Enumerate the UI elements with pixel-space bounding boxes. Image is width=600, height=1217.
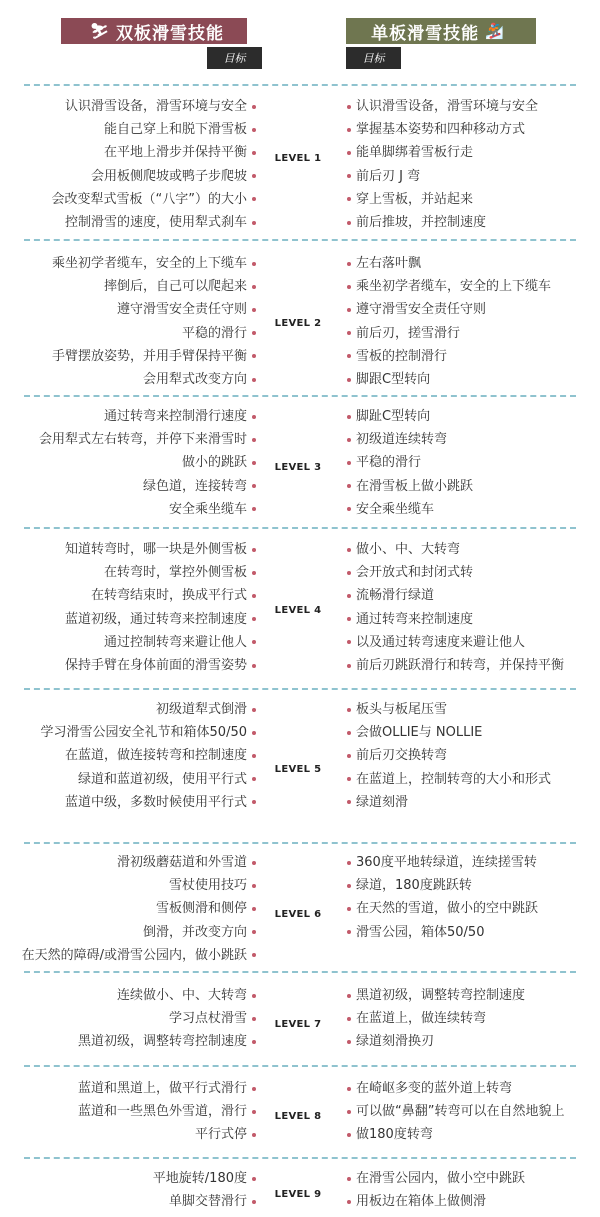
bullet-dot-icon [347,731,351,735]
ski-goal-badge: 目标 [207,47,262,69]
ski-skill-item [52,211,256,234]
skill-text: 学习滑雪公园安全礼节和箱体50/50 [40,725,247,741]
bullet-dot-icon [347,907,351,911]
ski-skill-item [65,561,256,584]
skill-text: 前后刃交换转弯 [356,748,448,764]
bullet-dot-icon [347,174,351,178]
snowboard-skill-list [347,95,538,234]
ski-skill-item [41,698,256,721]
skill-text: 在转弯时，掌控外侧雪板 [103,565,247,581]
skill-text: 安全乘坐缆车 [356,501,435,517]
level-divider [24,971,576,973]
ski-skill-item [39,498,256,521]
snowboard-skill-item [347,451,473,474]
ski-skill-list [65,538,256,677]
skill-text: 通过转弯来控制速度 [356,611,474,627]
skill-text: 雪板的控制滑行 [356,348,448,364]
ski-skill-item [65,654,256,677]
snowboard-skill-item [347,561,564,584]
skill-text: 绿道刻滑换刃 [356,1034,435,1050]
snowboard-skill-item [347,768,551,791]
skill-text: 绿色道，连接转弯 [142,478,247,494]
level-label: LEVEL 9 [274,1189,322,1200]
bullet-dot-icon [347,151,351,155]
bullet-dot-icon [252,308,256,312]
bullet-dot-icon [347,777,351,781]
skill-text: 会用犁式改变方向 [142,372,247,388]
level-label: LEVEL 2 [274,318,322,329]
bullet-dot-icon [347,861,351,865]
ski-skill-list [41,698,256,814]
ski-skill-item [52,322,256,345]
bullet-dot-icon [347,221,351,225]
bullet-dot-icon [252,907,256,911]
skill-text: 倒滑，并改变方向 [142,924,247,940]
snowboard-skill-item [347,1190,525,1213]
bullet-dot-icon [252,285,256,289]
snowboard-skill-list [347,538,564,677]
skill-text: 以及通过转弯速度来避让他人 [356,634,526,650]
ski-skill-list [78,1077,256,1147]
skill-text: 360度平地转绿道，连续搓雪转 [356,855,537,870]
skill-text: 脚跟C型转向 [356,372,431,388]
skill-text: 雪杖使用技巧 [168,878,247,894]
snowboard-skill-item [347,984,525,1007]
snowboard-skill-item [347,165,538,188]
snowboard-skill-item [347,698,551,721]
bullet-dot-icon [252,331,256,335]
skill-text: 平稳的滑行 [181,325,247,341]
snowboard-skill-item [347,252,551,275]
skill-text: 可以做“鼻翻”转弯可以在自然地貌上 [356,1104,565,1120]
snowboard-skill-item [347,188,538,211]
skill-text: 前后刃，搓雪滑行 [356,325,461,341]
skill-text: 滑雪公园，箱体50/50 [356,924,485,940]
ski-skill-item [41,721,256,744]
bullet-dot-icon [347,308,351,312]
bullet-dot-icon [347,1177,351,1181]
bullet-dot-icon [347,1087,351,1091]
skill-text: 蓝道和黑道上，做平行式滑行 [77,1081,247,1096]
snowboard-skill-item [347,475,473,498]
skill-text: 黑道初级，调整转弯控制速度 [77,1034,247,1050]
snowboard-skill-item [347,874,538,897]
snowboard-skill-list [347,405,473,521]
bullet-dot-icon [347,285,351,289]
snowboard-skill-item [347,897,538,920]
skill-text: 用板边在箱体上做侧滑 [356,1194,487,1210]
snowboard-skill-item [347,654,564,677]
bullet-dot-icon [252,415,256,419]
bullet-dot-icon [252,1177,256,1181]
skill-text: 掌握基本姿势和四种移动方式 [356,122,526,138]
skill-text: 前后刃 J 弯 [356,168,421,184]
ski-skill-item [39,475,256,498]
skill-text: 能单脚绑着雪板行走 [356,145,474,161]
skill-text: 通过转弯来控制滑行速度 [103,409,247,424]
skill-text: 会用板侧爬坡或鸭子步爬坡 [90,168,247,184]
skill-text: 会改变犁式雪板（“八字”）的大小 [51,191,247,207]
bullet-dot-icon [252,800,256,804]
level-divider [24,239,576,241]
bullet-dot-icon [347,484,351,488]
bullet-dot-icon [347,754,351,758]
snowboard-skill-item [347,428,473,451]
bullet-dot-icon [252,484,256,488]
bullet-dot-icon [252,221,256,225]
skill-text: 学习点杖滑雪 [168,1011,247,1027]
bullet-dot-icon [347,197,351,201]
bullet-dot-icon [347,1133,351,1137]
skill-text: 蓝道初级，通过转弯来控制速度 [64,611,247,627]
skill-text: 通过控制转弯来避让他人 [103,634,247,650]
bullet-dot-icon [347,664,351,668]
bullet-dot-icon [347,461,351,465]
bullet-dot-icon [347,1040,351,1044]
snowboard-skill-item [347,1007,525,1030]
level-label: LEVEL 5 [274,764,322,775]
skill-text: 会做OLLIE与 NOLLIE [356,725,483,741]
skill-text: 脚趾C型转向 [356,409,431,424]
skill-text: 在天然的雪道，做小的空中跳跃 [356,901,539,917]
skill-text: 知道转弯时，哪一块是外侧雪板 [64,542,247,557]
skill-text: 做小、中、大转弯 [356,542,461,557]
skill-text: 在崎岖多变的蓝外道上转弯 [356,1081,513,1096]
skill-text: 单脚交替滑行 [168,1194,247,1210]
bullet-dot-icon [347,884,351,888]
skill-text: 平稳的滑行 [356,455,422,471]
ski-skill-item [41,791,256,814]
skill-text: 控制滑雪的速度，使用犁式刹车 [64,215,247,231]
bullet-dot-icon [252,262,256,266]
bullet-dot-icon [347,354,351,358]
snowboard-skill-item [347,721,551,744]
snowboard-skill-item [347,368,551,391]
skill-text: 在蓝道上，控制转弯的大小和形式 [356,771,552,787]
level-divider [24,842,576,844]
bullet-dot-icon [252,128,256,132]
bullet-dot-icon [347,548,351,552]
snowboard-skill-item [347,95,538,118]
ski-skill-item [78,1030,256,1053]
snowboard-skill-item [347,298,551,321]
level-divider [24,84,576,86]
ski-skill-list [52,252,256,391]
bullet-dot-icon [252,953,256,957]
level-label: LEVEL 8 [274,1111,322,1122]
skill-text: 绿道刻滑 [356,794,409,810]
bullet-dot-icon [252,461,256,465]
bullet-dot-icon [347,800,351,804]
ski-skill-item [52,188,256,211]
snowboard-skill-list [347,1167,525,1213]
bullet-dot-icon [252,571,256,575]
snowboard-skill-item [347,322,551,345]
ski-skill-item [41,744,256,767]
skill-text: 安全乘坐缆车 [168,501,247,517]
bullet-dot-icon [347,594,351,598]
level-divider [24,1157,576,1159]
snowboard-skill-list [347,984,525,1054]
skill-text: 保持手臂在身体前面的滑雪姿势 [64,658,247,674]
bullet-dot-icon [347,617,351,621]
skill-text: 连续做小、中、大转弯 [116,988,247,1003]
ski-skill-list [153,1167,256,1213]
ski-skill-item [78,1100,256,1123]
snowboard-skill-item [347,631,564,654]
snowboard-skill-item [347,1100,564,1123]
ski-skill-item [39,428,256,451]
bullet-dot-icon [252,197,256,201]
skill-text: 蓝道中级，多数时候使用平行式 [64,794,247,810]
skill-text: 做180度转弯 [356,1127,433,1143]
snowboard-skill-item [347,1123,564,1146]
bullet-dot-icon [347,415,351,419]
ski-skill-item [65,584,256,607]
skill-text: 在天然的障碍/或滑雪公园内，做小跳跃 [21,947,247,963]
ski-skill-item [52,368,256,391]
ski-skill-item [52,252,256,275]
skill-text: 雪板侧滑和侧停 [155,901,247,917]
bullet-dot-icon [252,174,256,178]
snowboard-skill-item [347,851,538,874]
skill-text: 绿道，180度跳跃转 [356,878,472,894]
bullet-dot-icon [252,507,256,511]
snowboard-skill-list [347,1077,564,1147]
skill-text: 蓝道和一些黑色外雪道，滑行 [77,1104,247,1120]
bullet-dot-icon [347,438,351,442]
bullet-dot-icon [252,151,256,155]
skill-text: 穿上雪板，并站起来 [356,191,474,207]
bullet-dot-icon [347,1017,351,1021]
bullet-dot-icon [252,884,256,888]
snowboard-skill-list [347,698,551,814]
skill-text: 初级道犁式倒滑 [155,702,247,717]
bullet-dot-icon [252,1200,256,1204]
skill-text: 认识滑雪设备，滑雪环境与安全 [64,99,247,114]
ski-skill-item [22,851,256,874]
bullet-dot-icon [347,1200,351,1204]
skill-text: 遵守滑雪安全责任守则 [116,302,247,318]
ski-skill-item [52,165,256,188]
bullet-dot-icon [347,507,351,511]
bullet-dot-icon [252,708,256,712]
skill-text: 在蓝道，做连接转弯和控制速度 [64,748,247,764]
ski-skill-item [78,1123,256,1146]
skill-text: 流畅滑行绿道 [356,588,435,604]
bullet-dot-icon [347,1110,351,1114]
bullet-dot-icon [347,571,351,575]
ski-skill-item [65,608,256,631]
snowboard-skill-item [347,118,538,141]
level-label: LEVEL 4 [274,605,322,616]
ski-skill-item [41,768,256,791]
bullet-dot-icon [252,731,256,735]
bullet-dot-icon [252,548,256,552]
ski-skill-list [78,984,256,1054]
skill-text: 在滑雪公园内，做小空中跳跃 [356,1171,526,1186]
skill-text: 在滑雪板上做小跳跃 [356,478,474,494]
ski-skill-item [22,921,256,944]
snowboard-skill-item [347,921,538,944]
ski-skill-item [78,984,256,1007]
bullet-dot-icon [347,708,351,712]
level-label: LEVEL 7 [274,1019,322,1030]
skill-text: 摔倒后，自己可以爬起来 [103,279,247,295]
skill-text: 会用犁式左右转弯，并停下来滑雪时 [38,432,247,448]
bullet-dot-icon [252,105,256,109]
skill-text: 认识滑雪设备，滑雪环境与安全 [356,99,539,114]
snowboard-skill-item [347,345,551,368]
snowboard-skill-item [347,1030,525,1053]
level-divider [24,527,576,529]
bullet-dot-icon [252,378,256,382]
bullet-dot-icon [252,861,256,865]
skill-text: 左右落叶飘 [356,256,422,271]
bullet-dot-icon [252,664,256,668]
skill-text: 做小的跳跃 [181,455,247,471]
bullet-dot-icon [252,754,256,758]
ski-skill-item [65,631,256,654]
snowboard-skill-item [347,211,538,234]
ski-skill-item [153,1190,256,1213]
snowboard-skills-title: 单板滑雪技能 [371,23,480,44]
bullet-dot-icon [252,640,256,644]
snowboard-skill-list [347,252,551,391]
snowboard-goal-badge: 目标 [346,47,401,69]
bullet-dot-icon [252,594,256,598]
ski-skill-item [22,944,256,967]
ski-skill-item [78,1077,256,1100]
level-label: LEVEL 1 [274,153,322,164]
ski-skills-title: 双板滑雪技能 [116,23,225,44]
snowboard-skills-header [346,18,536,44]
snowboard-skill-item [347,791,551,814]
bullet-dot-icon [347,930,351,934]
skill-text: 前后推坡，并控制速度 [356,215,487,231]
bullet-dot-icon [252,777,256,781]
snowboard-skill-item [347,141,538,164]
ski-skill-item [52,141,256,164]
skill-text: 乘坐初学者缆车，安全的上下缆车 [51,256,247,271]
skill-text: 滑初级蘑菇道和外雪道 [116,855,247,870]
ski-skill-item [52,118,256,141]
snowboard-skill-item [347,584,564,607]
bullet-dot-icon [252,1110,256,1114]
snowboarder-icon: 🏂 [485,22,505,40]
bullet-dot-icon [252,1040,256,1044]
bullet-dot-icon [252,438,256,442]
skier-icon: ⛷ [89,22,111,40]
skill-text: 会开放式和封闭式转 [356,565,474,581]
snowboard-skill-item [347,1167,525,1190]
skill-text: 前后刃跳跃滑行和转弯，并保持平衡 [356,658,565,674]
ski-skills-header [61,18,247,44]
ski-skill-item [52,345,256,368]
skill-text: 在平地上滑步并保持平衡 [103,145,247,161]
skill-text: 黑道初级，调整转弯控制速度 [356,988,526,1003]
snowboard-skill-item [347,608,564,631]
ski-skill-item [39,405,256,428]
snowboard-skill-item [347,275,551,298]
bullet-dot-icon [347,640,351,644]
skill-text: 能自己穿上和脱下滑雪板 [103,122,247,138]
bullet-dot-icon [252,1133,256,1137]
bullet-dot-icon [347,128,351,132]
skill-text: 乘坐初学者缆车，安全的上下缆车 [356,279,552,295]
skill-text: 绿道和蓝道初级，使用平行式 [77,771,247,787]
skill-text: 初级道连续转弯 [356,432,448,448]
skill-text: 平地旋转/180度 [152,1171,247,1186]
ski-skill-item [52,275,256,298]
snowboard-skill-list [347,851,538,944]
bullet-dot-icon [252,1087,256,1091]
skill-text: 手臂摆放姿势，并用手臂保持平衡 [51,348,247,364]
snowboard-skill-item [347,498,473,521]
ski-skill-list [39,405,256,521]
bullet-dot-icon [252,1017,256,1021]
bullet-dot-icon [347,262,351,266]
ski-skill-item [52,95,256,118]
skill-text: 在转弯结束时，换成平行式 [90,588,247,604]
ski-skill-item [153,1167,256,1190]
ski-skill-list [52,95,256,234]
level-label: LEVEL 3 [274,462,322,473]
snowboard-skill-item [347,744,551,767]
skill-text: 遵守滑雪安全责任守则 [356,302,487,318]
snowboard-skill-item [347,538,564,561]
skill-text: 板头与板尾压雪 [356,702,448,717]
bullet-dot-icon [347,994,351,998]
ski-skill-item [39,451,256,474]
snowboard-skill-item [347,405,473,428]
bullet-dot-icon [252,930,256,934]
level-label: LEVEL 6 [274,909,322,920]
level-divider [24,688,576,690]
ski-skill-item [22,874,256,897]
bullet-dot-icon [252,617,256,621]
bullet-dot-icon [252,354,256,358]
ski-skill-item [52,298,256,321]
ski-skill-item [78,1007,256,1030]
ski-skill-item [65,538,256,561]
bullet-dot-icon [347,105,351,109]
level-divider [24,395,576,397]
snowboard-skill-item [347,1077,564,1100]
skill-text: 平行式停 [194,1127,247,1143]
ski-skill-list [22,851,256,967]
bullet-dot-icon [347,378,351,382]
bullet-dot-icon [252,994,256,998]
level-divider [24,1065,576,1067]
skill-text: 在蓝道上，做连续转弯 [356,1011,487,1027]
ski-skill-item [22,897,256,920]
bullet-dot-icon [347,331,351,335]
